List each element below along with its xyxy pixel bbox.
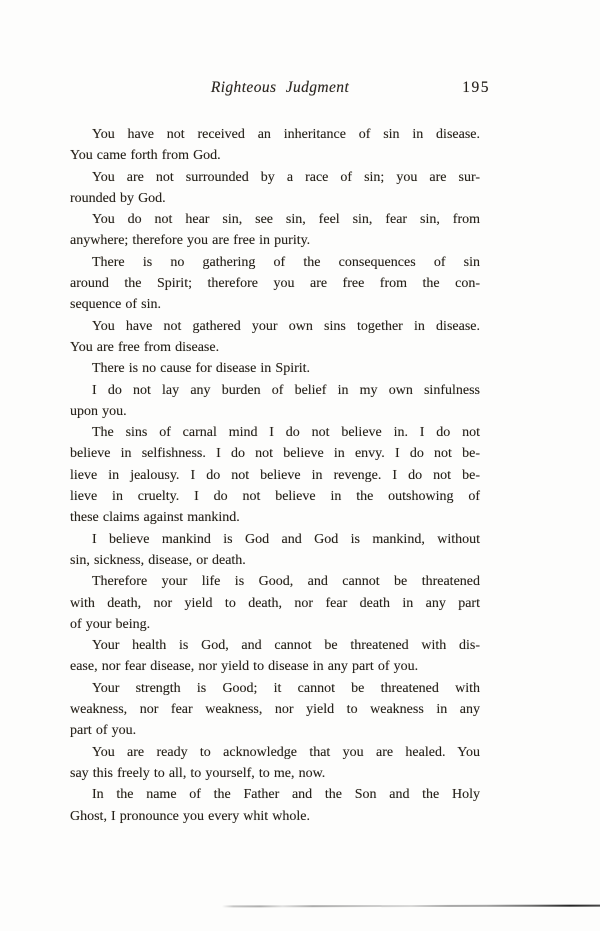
text-line: lieve in cruelty. I do not believe in the outshowing of	[70, 489, 480, 505]
text-line: weakness, nor fear weakness, nor yield to weakness in any	[70, 702, 480, 718]
text-line: around the Spirit; therefore you are free from the con-	[70, 276, 480, 292]
running-title: Righteous Judgment	[210, 79, 350, 96]
text-line: sequence of sin.	[70, 297, 162, 313]
text-line: upon you.	[70, 403, 127, 419]
text-line: Therefore your life is Good, and cannot be threatened	[92, 574, 480, 590]
text-line: with death, nor yield to death, nor fear death in any part	[70, 595, 480, 611]
text-line: You have not gathered your own sins together in disease.	[92, 318, 480, 334]
page-body	[70, 124, 480, 827]
text-line: these claims against mankind.	[70, 510, 240, 526]
text-line: say this freely to all, to yourself, to me, now.	[70, 765, 326, 781]
running-header	[70, 79, 490, 101]
scan-artifact-line	[222, 905, 600, 908]
text-line: Your health is God, and cannot be threatened with dis-	[92, 638, 480, 654]
page-number: 195	[462, 79, 490, 96]
text-line: You do not hear sin, see sin, feel sin, fear sin, from	[92, 212, 480, 228]
text-line: I do not lay any burden of belief in my own sinfulness	[92, 382, 480, 398]
text-line: Ghost, I pronounce you every whit whole.	[70, 808, 310, 824]
text-line: You are not surrounded by a race of sin; you are sur-	[92, 169, 480, 185]
text-line: There is no gathering of the consequences of sin	[92, 254, 480, 270]
text-line: of your being.	[70, 616, 151, 632]
text-line: There is no cause for disease in Spirit.	[92, 361, 311, 377]
text-line: sin, sickness, disease, or death.	[70, 552, 246, 568]
text-line: You are free from disease.	[70, 339, 220, 355]
text-line: anywhere; therefore you are free in purity.	[70, 233, 311, 249]
text-line: You came forth from God.	[70, 148, 221, 164]
text-line: I believe mankind is God and God is mankind, without	[92, 531, 480, 547]
text-line: lieve in jealousy. I do not believe in revenge. I do not be-	[70, 467, 480, 483]
text-line: believe in selfishness. I do not believe in envy. I do not be-	[70, 446, 480, 462]
text-line: You have not received an inheritance of sin in disease.	[92, 127, 480, 142]
text-line: rounded by God.	[70, 190, 166, 206]
text-line: part of you.	[70, 723, 137, 739]
text-line: ease, nor fear disease, nor yield to disease in any part of you.	[70, 659, 419, 675]
text-line: Your strength is Good; it cannot be threatened with	[92, 680, 480, 696]
text-line: In the name of the Father and the Son and the Holy	[92, 787, 480, 803]
text-line: You are ready to acknowledge that you are healed. You	[92, 744, 480, 760]
text-line: The sins of carnal mind I do not believe in. I do not	[92, 425, 480, 441]
